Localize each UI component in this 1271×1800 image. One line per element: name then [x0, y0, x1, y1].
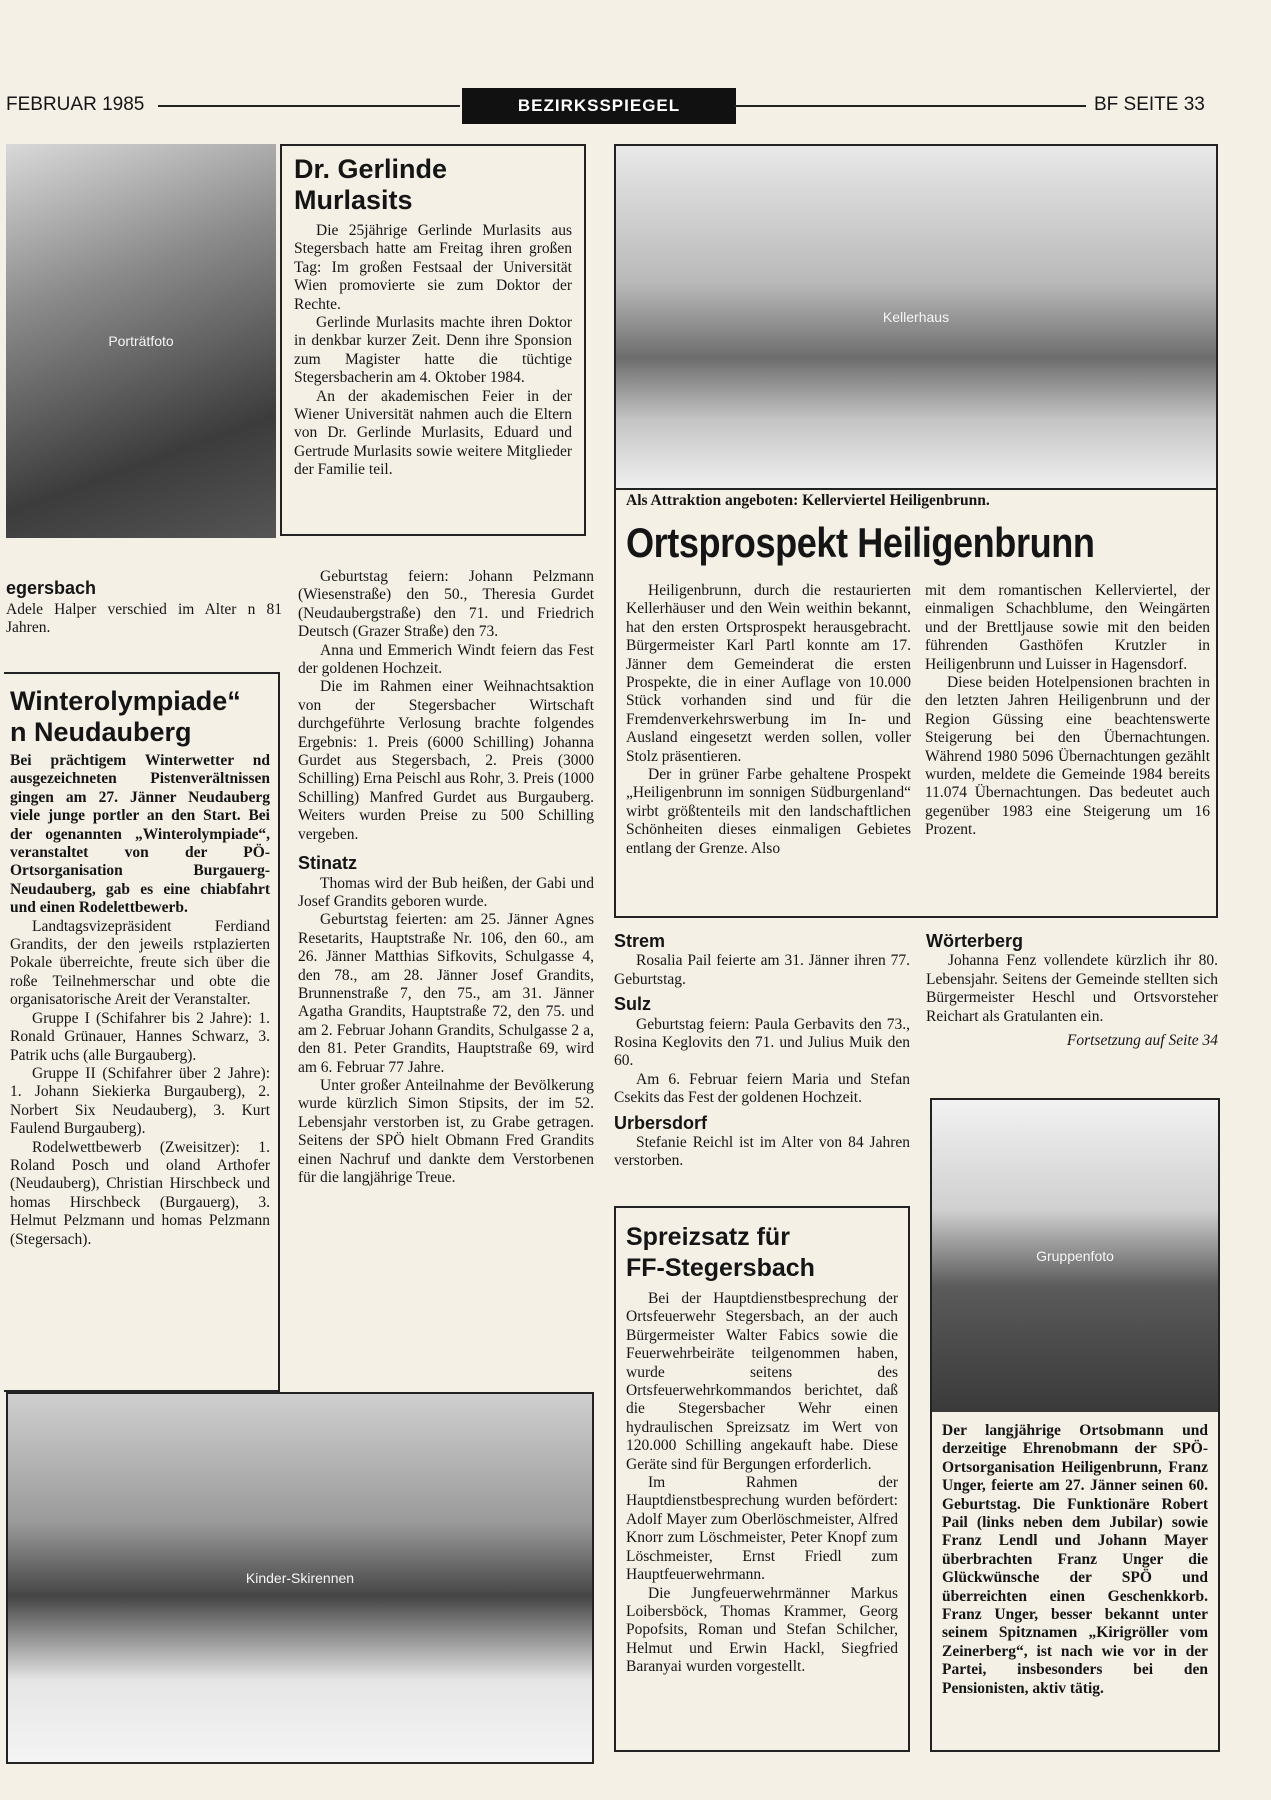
- paragraph: Geburtstag feiern: Johann Pelzmann (Wiesenstraße) den 50., Theresia Gurdet (Neudaubergstraße) den 71. und Friedrich Deutsch (Grazer Straße) den 73.: [298, 568, 594, 641]
- heiligenbrunn-article: [614, 486, 1218, 918]
- cellar-caption: Als Attraktion angeboten: Kellerviertel Heiligenbrunn.: [626, 492, 990, 509]
- sulz-heading: Sulz: [614, 994, 652, 1015]
- paragraph: Die Jungfeuerwehrmänner Markus Loibersböck, Thomas Krammer, Georg Popofsits, Roman und Stefan Schilcher, Helmut und Erwin Hackl, Siegfried Baranyai wurden vorgestellt.: [626, 1584, 898, 1676]
- murlasits-title-line1: Dr. Gerlinde: [294, 154, 448, 184]
- urbersdorf-heading: Urbersdorf: [614, 1112, 708, 1133]
- cellar-photo-label: Kellerhaus: [882, 309, 950, 325]
- unger-article: [930, 1098, 1220, 1752]
- spreizsatz-title-line2: FF-Stegersbach: [626, 1254, 815, 1282]
- paragraph: An der akademischen Feier in der Wiener Universität nahmen auch die Eltern von Dr. Gerlinde Murlasits, Eduard und Gertrude Murlasits sowie weitere Mitglieder der Familie teil.: [294, 387, 572, 479]
- heiligenbrunn-title: Ortsprospekt Heiligenbrunn: [626, 519, 1095, 567]
- paragraph: mit dem romantischen Kellerviertel, der einmaligen Schachblume, den Weingärten und der Brettljause sowie mit den beiden führenden Gasthöfen Krutzler in Heiligenbrunn und Luisser in Hagensdorf.: [925, 582, 1210, 673]
- spreizsatz-title-line1: Spreizsatz für: [626, 1223, 790, 1251]
- winterolympiade-title: [10, 686, 270, 748]
- paragraph: Am 6. Februar feiern Maria und Stefan Csekits das Fest der goldenen Hochzeit.: [614, 1070, 910, 1107]
- masthead-rule-left: [158, 105, 460, 107]
- paragraph: Johanna Fenz vollendete kürzlich ihr 80. Lebensjahr. Seitens der Gemeinde stellten sich Bürgermeister Heschl und Ortsvorsteher Reichart als Gratulanten ein.: [926, 952, 1218, 1025]
- strem-heading: Strem: [614, 931, 666, 951]
- masthead: [0, 88, 1271, 122]
- paragraph: Anna und Emmerich Windt feiern das Fest der goldenen Hochzeit.: [298, 641, 594, 678]
- paragraph: Gruppe II (Schifahrer über 2 Jahre): 1. Johann Siekierka Burgauberg), 2. Norbert Six Neudauberg), 3. Kurt Faulend Burgauberg).: [10, 1064, 270, 1138]
- paragraph: Geburtstag feierten: am 25. Jänner Agnes Resetarits, Hauptstraße Nr. 106, den 60., am 26. Jänner Matthias Sifkovits, Schulgasse 4, den 78., am 28. Jänner Josef Grandits, Brunnenstraße 7, den 75., am 31. Jänner Agatha Grandits, Hauptstraße 72, den 75. und am 2. Februar Johann Grandits, Schulgasse 2 a, den 81. Peter Grandits, Hauptstraße 69, wird am 6. Februar 77 Jahre.: [298, 911, 594, 1076]
- paragraph: Bei der Hauptdienstbesprechung der Ortsfeuerwehr Stegersbach, an der auch Bürgermeister Walter Fabics sowie die Feuerwehrbeiräte teilgenommen haben, wurde seitens des Ortsfeuerwehrkommandos berichtet, daß die Stegersbacher Wehr einen hydraulischen Spreizsatz im Wert von 120.000 Schilling angekauft habe. Diese Geräte sind für Bergungen erforderlich.: [626, 1290, 898, 1473]
- paragraph: Gruppe I (Schifahrer bis 2 Jahre): 1. Ronald Grünauer, Hannes Schwarz, 3. Patrik uchs (alle Burgauberg).: [10, 1009, 270, 1064]
- paragraph: Gerlinde Murlasits machte ihren Doktor in denkbar kurzer Zeit. Denn ihre Sponsion zum Magister hatte die tüchtige Stegersbacherin am 4. Oktober 1984.: [294, 314, 572, 387]
- unger-caption: Der langjährige Ortsobmann und derzeitige Ehrenobmann der SPÖ-Ortsorganisation Heiligenbrunn, Franz Unger, feierte am 27. Jänner seinen 60. Geburtstag. Die Funktionäre Robert Pail (links neben dem Jubilar) sowie Franz Lendl und Johann Mayer überbrachten Franz Unger die Glückwünsche der SPÖ und überreichten einen Geschenkkorb. Franz Unger, besser bekannt unter seinem Spitznamen „Kirigröller vom Zeinerberg“, ist nach wie vor in der Partei, insbesonders bei den Pensionisten, aktiv tätig.: [942, 1422, 1208, 1697]
- spreizsatz-title: [626, 1222, 898, 1284]
- middle-column: [298, 568, 594, 1187]
- stinatz-heading: Stinatz: [298, 853, 358, 874]
- continued-note: Fortsetzung auf Seite 34: [1066, 1032, 1218, 1050]
- stegersbach-note: [6, 572, 282, 638]
- murlasits-title-line2: Murlasits: [294, 185, 413, 215]
- issue-date: FEBRUAR 1985: [6, 94, 145, 115]
- spreizsatz-body: [626, 1290, 898, 1677]
- paragraph: Rodelwettbewerb (Zweisitzer): 1. Roland Posch und oland Arthofer (Neudauberg), Christian Hirschbeck und homas Hirschbeck (Burgauerg), 3. Helmut Pelzmann und homas Pelzmann (Stegersach).: [10, 1138, 270, 1248]
- local-news-column: [614, 932, 910, 1171]
- paragraph: Rosalia Pail feierte am 31. Jänner ihren 77. Geburtstag.: [614, 952, 910, 988]
- heiligenbrunn-col1: [626, 582, 911, 858]
- paragraph: Die 25jährige Gerlinde Murlasits aus Stegersbach hatte am Freitag ihren großen Tag: Im großen Festsaal der Universität Wien promovierte sie zum Doktor der Rechte.: [294, 222, 572, 313]
- portrait-photo-label: Porträtfoto: [108, 333, 174, 349]
- page-number: BF SEITE 33: [1094, 94, 1205, 115]
- woerterberg-heading: Wörterberg: [926, 931, 1024, 951]
- paragraph: Stefanie Reichl ist im Alter von 84 Jahren verstorben.: [614, 1134, 910, 1170]
- winterolympiade-title-line1: Winterolympiade“: [10, 686, 241, 716]
- stegersbach-heading: egersbach: [6, 578, 97, 598]
- paragraph: Unter großer Anteilnahme der Bevölkerung wurde kürzlich Simon Stipsits, der im 52. Lebensjahr verstorben ist, zu Grabe getragen. Seitens der SPÖ hielt Obmann Fred Grandits einen Nachruf und dankte dem Verstorbenen für die langjährige Treue.: [298, 1076, 594, 1186]
- paragraph: Im Rahmen der Hauptdienstbesprechung wurden befördert: Adolf Mayer zum Oberlöschmeister, Alfred Knorr zum Löschmeister, Peter Knopf zum Löschmeister, Ernst Friedl zum Hauptfeuerwehrmann.: [626, 1474, 898, 1584]
- lead-paragraph: Bei prächtigem Winterwetter nd ausgezeichneten Pistenverältnissen gingen am 27. Jänner Neudauberg viele junge portler an den Start. Bei der ogenannten „Winterolympiade“, veranstaltet von der PÖ-Ortsorganisation Burgauerg-Neudauberg, gab es eine chiabfahrt und einen Rodelettbewerb.: [10, 752, 270, 917]
- paragraph: Diese beiden Hotelpensionen brachten in den letzten Jahren Heiligenbrunn und der Region Güssing eine beachtenswerte Steigerung bei den Übernachtungen. Während 1980 5096 Übernachtungen gezählt wurden, meldete die Gemeinde 1984 bereits 11.074 Übernachtungen. Das bedeutet auch gegenüber 1983 eine Steigerung um 16 Prozent.: [925, 674, 1210, 839]
- heiligenbrunn-col2: [925, 582, 1210, 840]
- group-photo: [932, 1100, 1218, 1412]
- skiers-photo-label: Kinder-Skirennen: [245, 1570, 355, 1586]
- masthead-rule-right: [734, 105, 1086, 107]
- paragraph: Der in grüner Farbe gehaltene Prospekt „Heiligenbrunn im sonnigen Südburgenland“ wirbt größtenteils mit den landschaftlichen Schönheiten dieses einmaligen Gebietes entlang der Grenze. Also: [626, 766, 911, 857]
- murlasits-article: [280, 144, 586, 536]
- cellar-photo: [614, 144, 1218, 490]
- portrait-photo: [6, 144, 276, 538]
- woerterberg-column: [926, 932, 1218, 1050]
- group-photo-label: Gruppenfoto: [1036, 1248, 1114, 1264]
- skiers-photo: [6, 1392, 594, 1764]
- paragraph: Die im Rahmen einer Weihnachtsaktion von der Stegersbacher Wirtschaft durchgeführte Verlosung brachte folgendes Ergebnis: 1. Preis (6000 Schilling) Johanna Gurdet aus Stegersbach, 2. Preis (3000 Schilling) Erna Peischl aus Rohr, 3. Preis (1000 Schilling) Manfred Gurdet aus Burgauberg. Weiters wurden Preise zu 500 Schilling vergeben.: [298, 678, 594, 843]
- winterolympiade-article: [4, 672, 280, 1392]
- winterolympiade-title-line2: n Neudauberg: [10, 717, 192, 747]
- section-title: BEZIRKSSPIEGEL: [517, 96, 681, 115]
- paragraph: Geburtstag feiern: Paula Gerbavits den 73., Rosina Keglovits den 71. und Julius Muik den 60.: [614, 1015, 910, 1070]
- stegersbach-text: Adele Halper verschied im Alter n 81 Jahren.: [6, 601, 282, 637]
- winterolympiade-body: [10, 752, 270, 1249]
- section-badge: [462, 88, 736, 124]
- murlasits-body: [294, 222, 572, 480]
- paragraph: Heiligenbrunn, durch die restaurierten Kellerhäuser und den Wein weithin bekannt, hat den ersten Ortsprospekt herausgebracht. Bürgermeister Karl Partl konnte am 17. Jänner dem Gemeinderat die ersten Prospekte, die in einer Auflage von 10.000 Stück vorhanden sind und für die Fremdenverkehrswerbung im In- und Ausland eingesetzt werden sollen, voller Stolz präsentieren.: [626, 582, 911, 765]
- paragraph: Landtagsvizepräsident Ferdiand Grandits, der den jeweils rstplazierten Pokale überreichte, freute sich über die roße Teilnehmerschar und obte die organisatorische Areit der Veranstalter.: [10, 917, 270, 1009]
- paragraph: Thomas wird der Bub heißen, der Gabi und Josef Grandits geboren wurde.: [298, 874, 594, 910]
- spreizsatz-article: [614, 1206, 910, 1752]
- murlasits-title: [294, 154, 572, 216]
